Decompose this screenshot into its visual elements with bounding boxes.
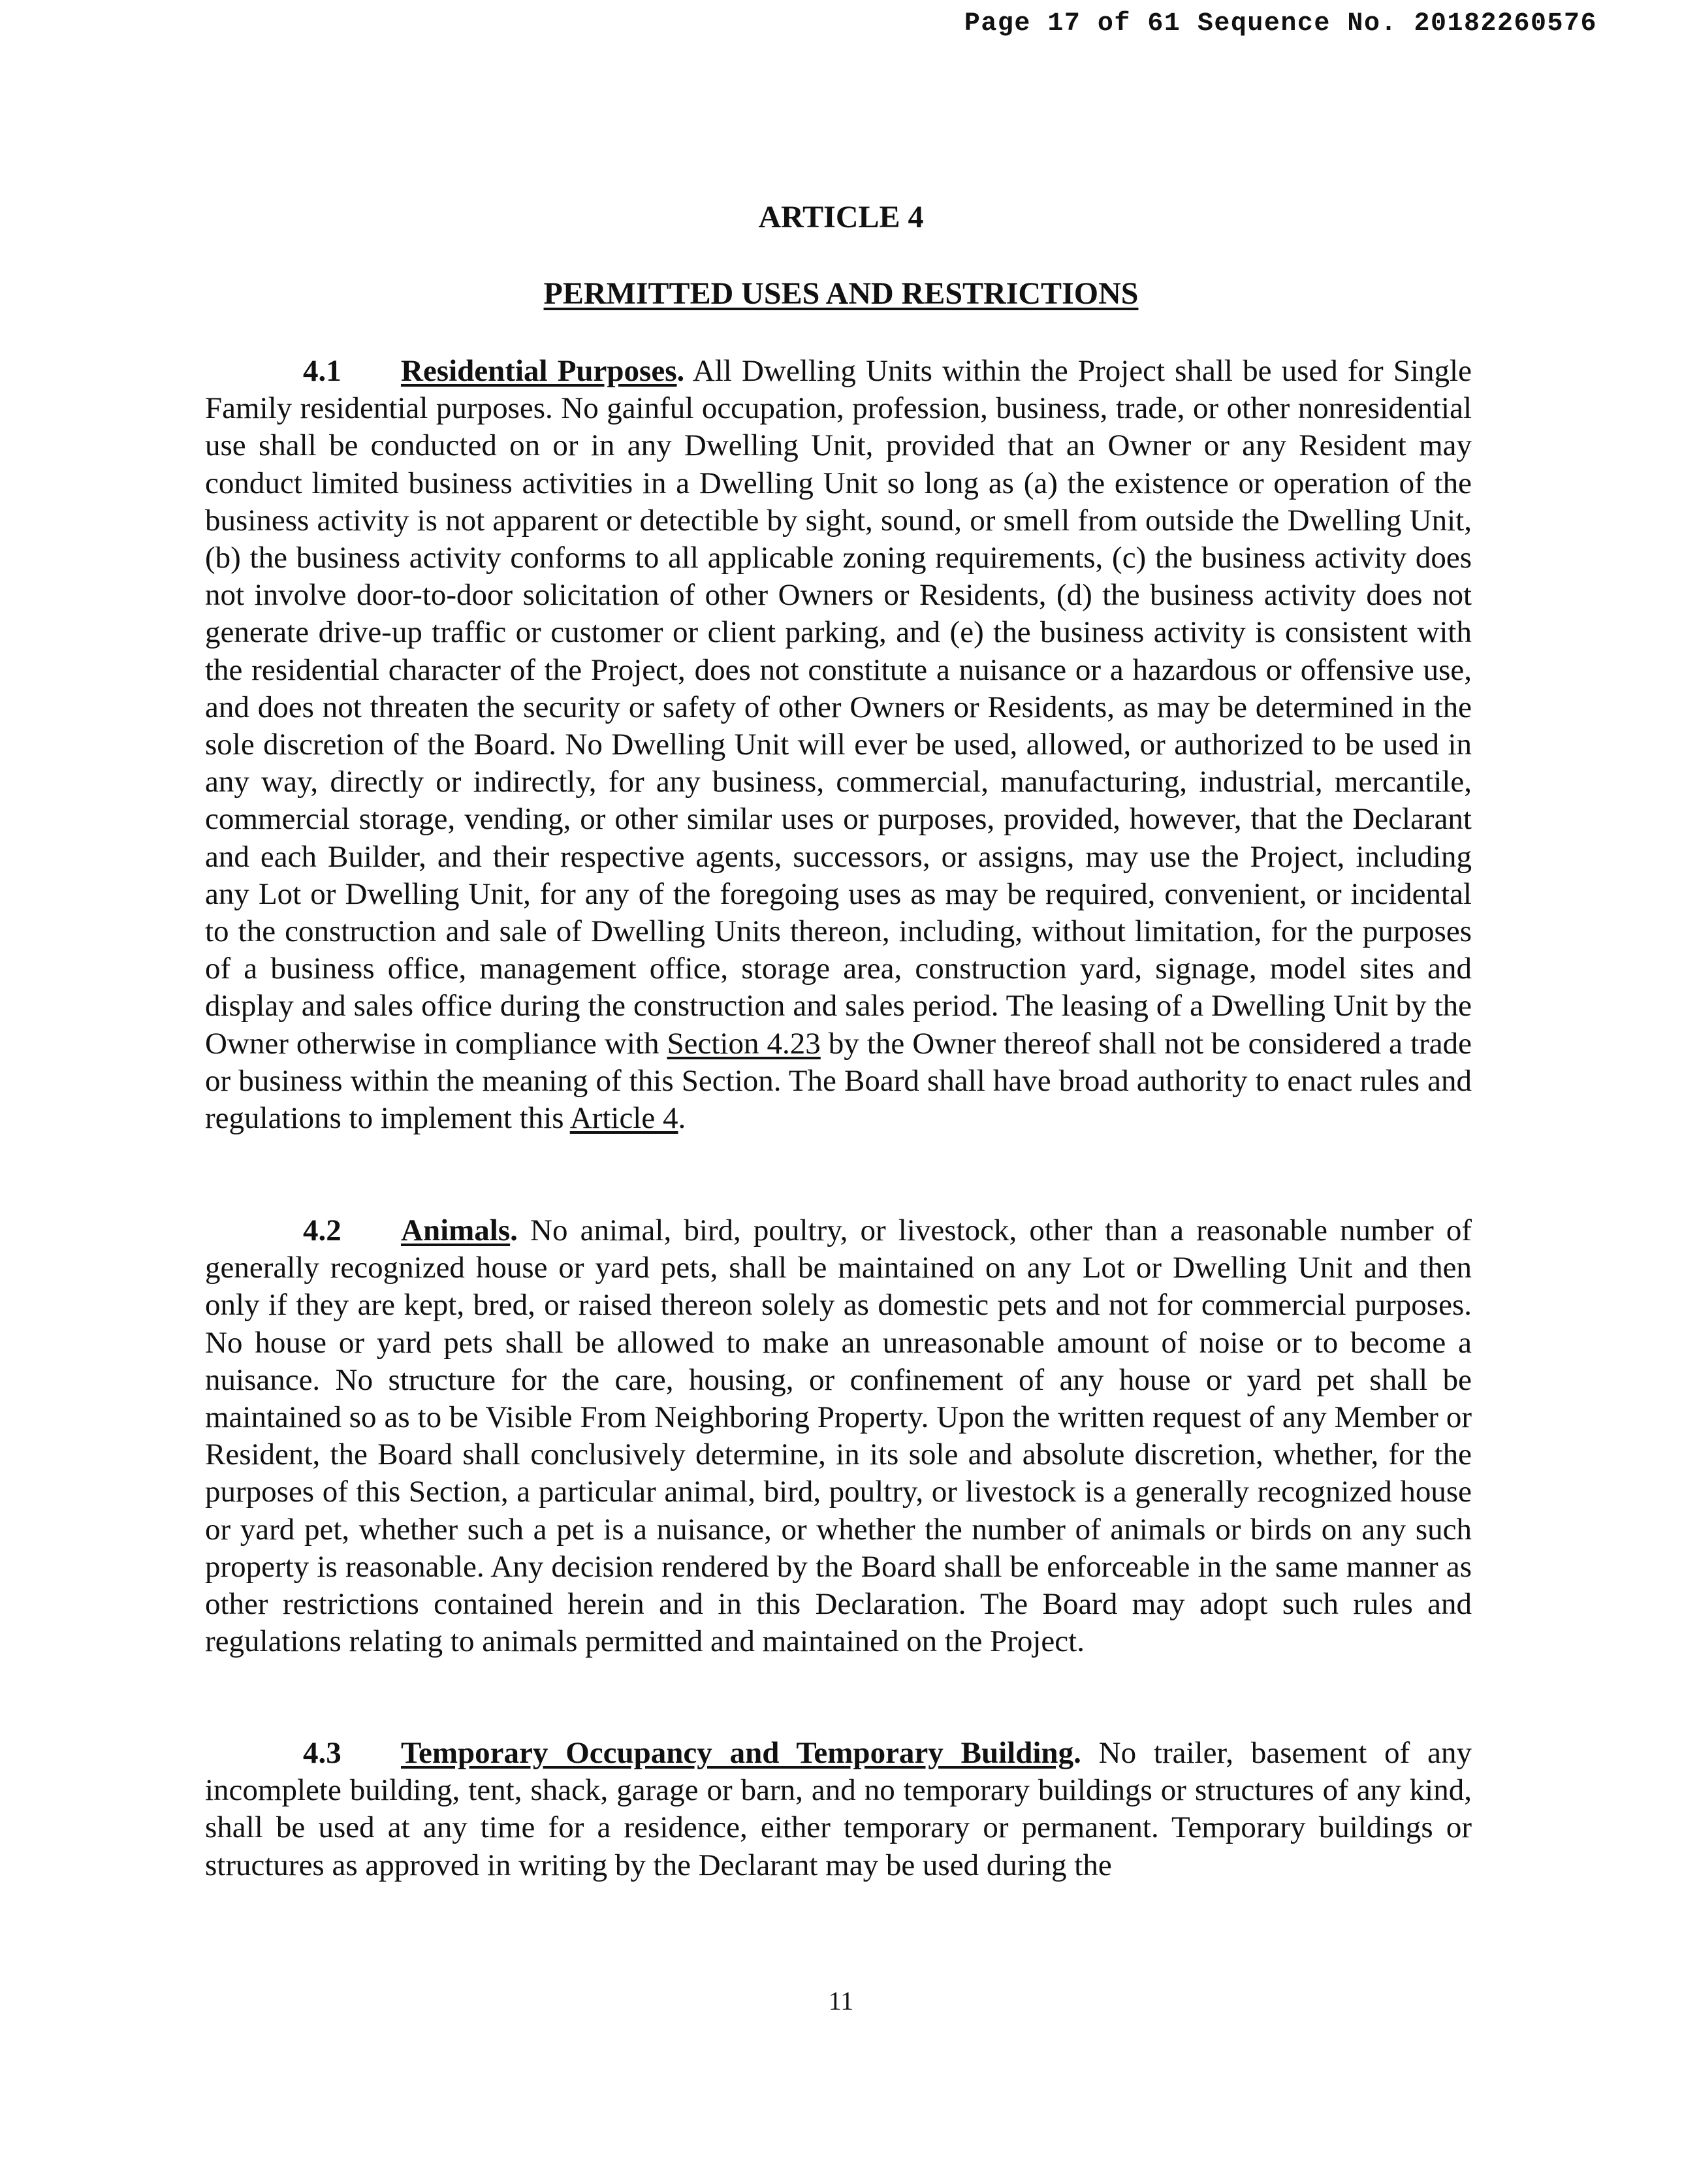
section-body: No trailer, basement of any incomplete building, tent, shack, garage or barn, and no temporary buildings or structures of any kind, shall be used at any time for a residence, either temporary or permanent. Temporary buildings or structures as approved in writing by the Declarant may be used during the	[205, 1736, 1472, 1882]
page-sequence-header: Page 17 of 61 Sequence No. 20182260576	[964, 9, 1597, 39]
section-4-3	[205, 1735, 1472, 1884]
cross-reference-section-4-23: Section 4.23	[667, 1026, 821, 1061]
article-subtitle: PERMITTED USES AND RESTRICTIONS	[543, 276, 1139, 311]
section-body-continued: by the Owner thereof shall not be considered a trade or business within the meaning of this Section. The Board shall have broad authority to enact rules and regulations to implement this	[205, 1026, 1472, 1136]
section-heading: Temporary Occupancy and Temporary Building	[401, 1736, 1074, 1770]
section-heading: Residential Purposes	[401, 354, 677, 388]
page-number: 11	[828, 1986, 854, 2015]
section-body: No animal, bird, poultry, or livestock, other than a reasonable number of generally recognized house or yard pets, shall be maintained on any Lot or Dwelling Unit and then only if they are kept, bred, or raised thereon solely as domestic pets and not for commercial purposes. No house or yard pets shall be allowed to make an unreasonable amount of noise or to become a nuisance. No structure for the care, housing, or confinement of any house or yard pet shall be maintained so as to be Visible From Neighboring Property. Upon the written request of any Member or Resident, the Board shall conclusively determine, in its sole and absolute discretion, whether, for the purposes of this Section, a particular animal, bird, poultry, or livestock is a generally recognized house or yard pet, whether such a pet is a nuisance, or whether the number of animals or birds on any such property is reasonable. Any decision rendered by the Board shall be enforceable in the same manner as other restrictions contained herein and in this Declaration. The Board may adopt such rules and regulations relating to animals permitted and maintained on the Project.	[205, 1213, 1472, 1659]
section-4-1-paragraph	[205, 353, 1472, 1137]
section-4-1	[205, 353, 1472, 1137]
section-number: 4.1	[303, 354, 341, 388]
section-body: All Dwelling Units within the Project shall be used for Single Family residential purposes. No gainful occupation, profession, business, trade, or other nonresidential use shall be conducted on or in any Dwelling Unit, provided that an Owner or any Resident may conduct limited business activities in a Dwelling Unit so long as (a) the existence or operation of the business activity is not apparent or detectible by sight, sound, or smell from outside the Dwelling Unit, (b) the business activity conforms to all applicable zoning requirements, (c) the business activity does not involve door-to-door solicitation of other Owners or Residents, (d) the business activity does not generate drive-up traffic or customer or client parking, and (e) the business activity is consistent with the residential character of the Project, does not constitute a nuisance or a hazardous or offensive use, and does not threaten the security or safety of other Owners or Residents, as may be determined in the sole discretion of the Board. No Dwelling Unit will ever be used, allowed, or authorized to be used in any way, directly or indirectly, for any business, commercial, manufacturing, industrial, mercantile, commercial storage, vending, or other similar uses or purposes, provided, however, that the Declarant and each Builder, and their respective agents, successors, or assigns, may use the Project, including any Lot or Dwelling Unit, for any of the foregoing uses as may be required, convenient, or incidental to the construction and sale of Dwelling Units thereon, including, without limitation, for the purposes of a business office, management office, storage area, construction yard, signage, model sites and display and sales office during the construction and sales period. The leasing of a Dwelling Unit by the Owner otherwise in compliance with	[205, 354, 1472, 1061]
cross-reference-article-4: Article 4	[569, 1101, 678, 1136]
section-number: 4.3	[303, 1736, 341, 1770]
section-body-end: .	[678, 1101, 686, 1136]
section-heading-period: .	[676, 354, 685, 388]
section-4-2	[205, 1212, 1472, 1660]
section-4-2-paragraph	[205, 1212, 1472, 1660]
section-heading: Animals	[401, 1213, 511, 1247]
section-number: 4.2	[303, 1213, 341, 1247]
section-4-3-paragraph	[205, 1735, 1472, 1884]
section-heading-period: .	[1073, 1736, 1081, 1770]
article-title: ARTICLE 4	[758, 200, 924, 234]
section-heading-period: .	[510, 1213, 518, 1247]
